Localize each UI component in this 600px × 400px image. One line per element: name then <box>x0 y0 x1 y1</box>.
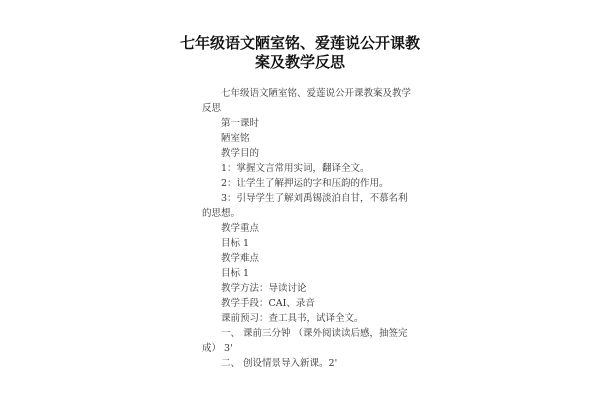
body-line: 教学手段：CAI、录音 <box>221 298 315 309</box>
body-line: 反思 <box>202 103 222 114</box>
body-line: 目标 1 <box>221 238 250 249</box>
body-line: 1：掌握文言常用实词，翻译全文。 <box>221 163 370 174</box>
title-line-1: 七年级语文陋室铭、爱莲说公开课教 <box>179 34 420 52</box>
body-line: 第一课时 <box>221 118 260 129</box>
body-line: 陋室铭 <box>221 133 250 144</box>
body-line: 教学方法：导读讨论 <box>221 283 307 294</box>
body-line: 成） 3' <box>202 343 233 354</box>
document-body <box>202 86 412 371</box>
body-line: 2：让学生了解押运的字和压韵的作用。 <box>221 178 389 189</box>
body-line: 一、 课前三分钟 （课外阅读读后感，抽签完 <box>221 328 408 339</box>
body-line: 目标 1 <box>221 268 250 279</box>
title-line-2: 案及教学反思 <box>254 53 345 71</box>
body-line: 教学重点 <box>221 223 260 234</box>
body-line: 3：引导学生了解刘禹锡淡泊自甘，不慕名利 <box>221 193 408 204</box>
document-title <box>0 34 600 72</box>
body-line: 教学难点 <box>221 253 260 264</box>
body-line: 七年级语文陋室铭、爱莲说公开课教案及教学 <box>221 88 412 99</box>
body-line: 课前预习：查工具书，试译全文。 <box>221 313 364 324</box>
body-line: 的思想。 <box>202 208 241 219</box>
body-line: 教学目的 <box>221 148 260 159</box>
body-line: 二、 创设情景导入新课。2' <box>221 358 338 369</box>
